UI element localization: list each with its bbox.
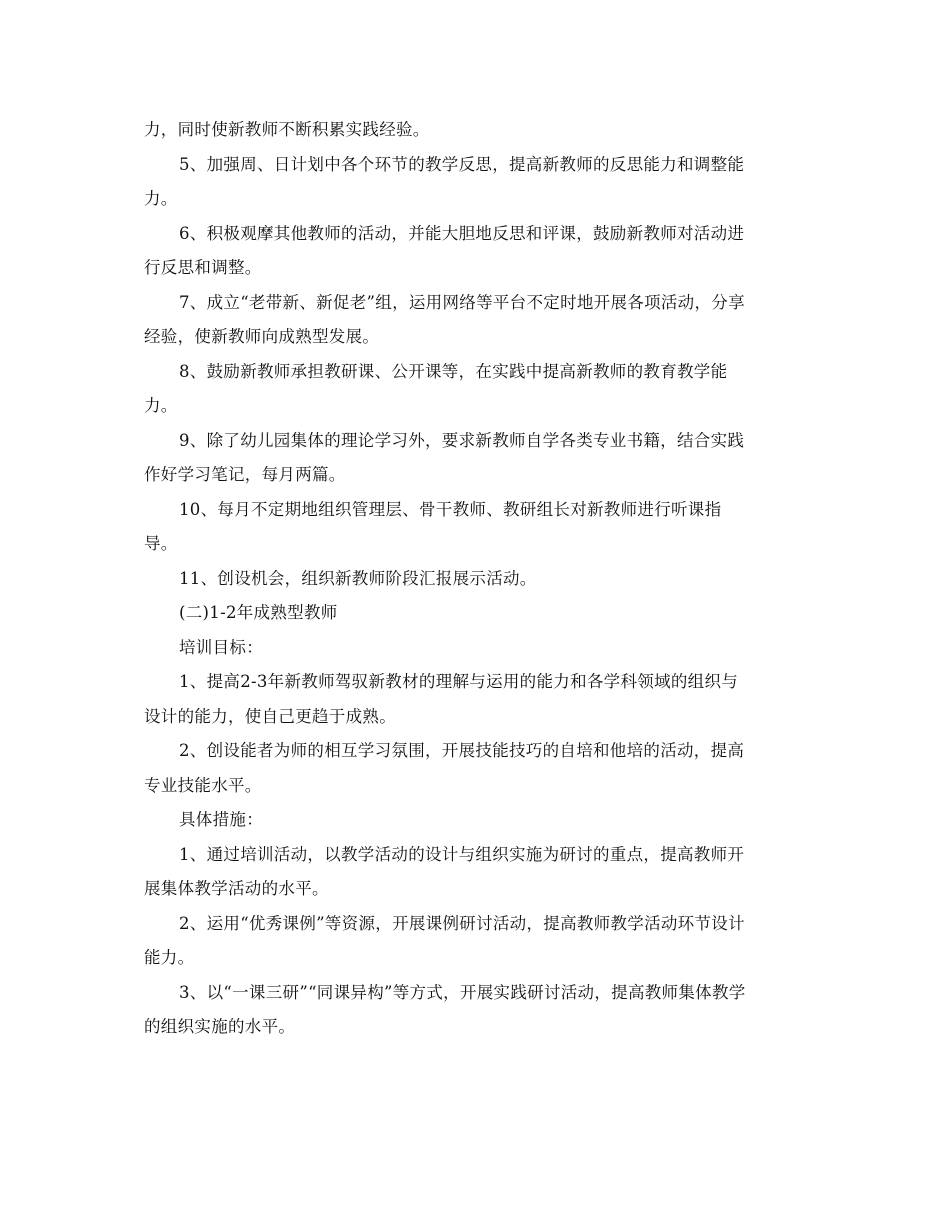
text-line: 9、除了幼儿园集体的理论学习外，要求新教师自学各类专业书籍，结合实践 — [179, 430, 745, 450]
text-line: 8、鼓励新教师承担教研课、公开课等，在实践中提高新教师的教育教学能 — [179, 361, 728, 381]
text-line: 行反思和调整。 — [144, 258, 262, 277]
subheading-measures: 具体措施： — [179, 810, 263, 829]
text-line: 专业技能水平。 — [144, 775, 262, 795]
text-line: 10、每月不定期地组织管理层、骨干教师、教研组长对新教师进行听课指 — [179, 499, 722, 519]
text-line: 力。 — [144, 396, 178, 415]
text-line: 设计的能力，使自己更趋于成熟。 — [144, 706, 396, 726]
text-line: 3、以“一课三研”“同课异构”等方式，开展实践研讨活动，提高教师集体教学 — [179, 982, 746, 1002]
document-body — [144, 113, 816, 1045]
text-line: 6、积极观摩其他教师的活动，并能大胆地反思和评课，鼓励新教师对活动进 — [179, 223, 745, 243]
text-line: 经验，使新教师向成熟型发展。 — [144, 327, 380, 346]
subheading-training-goals: 培训目标： — [179, 637, 263, 657]
text-line: 7、成立“老带新、新促老”组，运用网络等平台不定时地开展各项活动，分享 — [179, 292, 745, 312]
text-line: 2、创设能者为师的相互学习氛围，开展技能技巧的自培和他培的活动，提高 — [179, 741, 745, 760]
text-line: 展集体教学活动的水平。 — [144, 879, 329, 898]
text-line: 1、提高2-3年新教师驾驭新教材的理解与运用的能力和各学科领域的组织与 — [179, 672, 739, 691]
text-line: 作好学习笔记，每月两篇。 — [144, 465, 346, 484]
section-heading: (二)1-2年成熟型教师 — [179, 603, 338, 622]
text-line: 力，同时使新教师不断积累实践经验。 — [144, 120, 430, 139]
text-line: 11、创设机会，组织新教师阶段汇报展示活动。 — [179, 568, 537, 588]
text-line: 的组织实施的水平。 — [144, 1017, 296, 1036]
text-line: 5、加强周、日计划中各个环节的教学反思，提高新教师的反思能力和调整能 — [179, 154, 745, 174]
text-line: 力。 — [144, 189, 178, 208]
text-line: 导。 — [144, 534, 178, 553]
text-line: 1、通过培训活动，以教学活动的设计与组织实施为研讨的重点，提高教师开 — [179, 844, 745, 864]
text-line: 能力。 — [144, 948, 195, 967]
text-line: 2、运用“优秀课例”等资源，开展课例研讨活动，提高教师教学活动环节设计 — [179, 913, 745, 933]
